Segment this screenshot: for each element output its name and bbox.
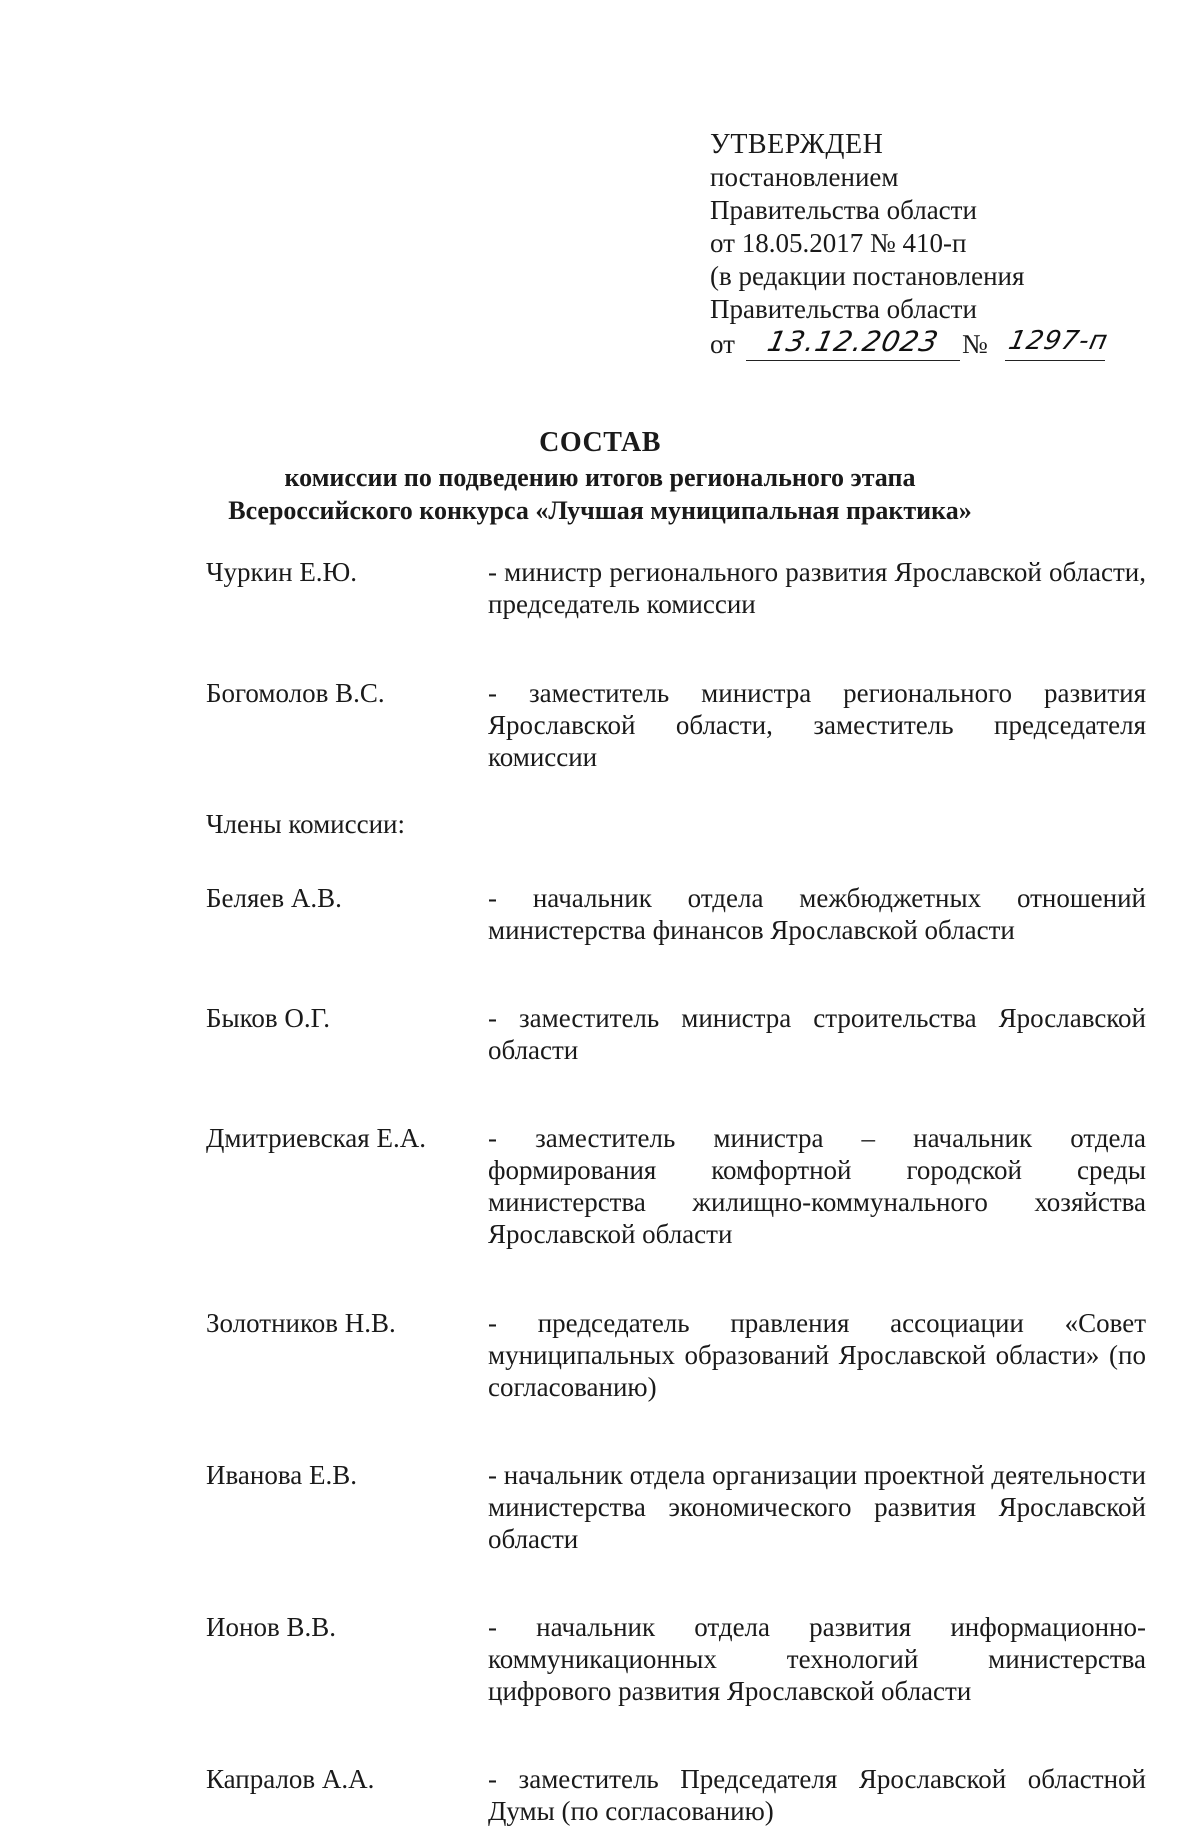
member-name: Иванова Е.В.	[206, 1460, 357, 1490]
handwritten-number: 1297-п	[1005, 326, 1111, 356]
member-role: - заместитель Председателя Ярославской областной Думы (по согласованию)	[488, 1764, 1146, 1826]
member-name: Чуркин Е.Ю.	[206, 557, 358, 587]
member-name: Беляев А.В.	[206, 883, 342, 913]
date-prefix: от	[710, 329, 735, 359]
member-name: Золотников Н.В.	[206, 1308, 396, 1338]
member-row	[206, 1459, 1146, 1555]
document-heading	[0, 425, 1200, 527]
document-subtitle: комиссии по подведению итогов регионального этапа	[284, 463, 916, 492]
document-title: СОСТАВ	[539, 427, 661, 458]
members-label: Члены комиссии:	[206, 809, 405, 839]
document-subtitle: Всероссийского конкурса «Лучшая муниципальная практика»	[228, 496, 972, 525]
approval-line: Правительства области	[710, 195, 977, 225]
member-role: - министр регионального развития Ярославской области, председатель комиссии	[488, 557, 1146, 619]
approval-line: от 18.05.2017 № 410-п	[710, 228, 967, 258]
member-row	[206, 1763, 1146, 1827]
handwritten-date: 13.12.2023	[764, 325, 942, 358]
member-role: - председатель правления ассоциации «Совет муниципальных образований Ярославской области» (по согласованию)	[488, 1308, 1146, 1402]
member-row	[206, 1611, 1146, 1707]
member-role: - начальник отдела межбюджетных отношений министерства финансов Ярославской области	[488, 883, 1146, 945]
member-name: Быков О.Г.	[206, 1003, 330, 1033]
member-role: - заместитель министра – начальник отдела формирования комфортной городской среды министерства жилищно-коммунального хозяйства Ярославской области	[488, 1123, 1146, 1249]
number-prefix: №	[962, 329, 988, 359]
approval-line: Правительства области	[710, 294, 977, 324]
member-name: Капралов А.А.	[206, 1764, 375, 1794]
approval-line: постановлением	[710, 162, 899, 192]
member-role: - начальник отдела организации проектной деятельности министерства экономического развития Ярославской области	[488, 1460, 1146, 1554]
member-role: - начальник отдела развития информационно-коммуникационных технологий министерства цифрового развития Ярославской области	[488, 1612, 1146, 1706]
date-field	[746, 326, 960, 361]
approval-date-number-line	[710, 326, 1130, 366]
commission-list	[206, 556, 1146, 1827]
member-row	[206, 1002, 1146, 1066]
member-row	[206, 1307, 1146, 1403]
member-name: Ионов В.В.	[206, 1612, 336, 1642]
member-role: - заместитель министра строительства Ярославской области	[488, 1003, 1146, 1065]
member-row	[206, 882, 1146, 946]
member-name: Богомолов В.С.	[206, 678, 385, 708]
member-name: Дмитриевская Е.А.	[206, 1123, 426, 1153]
number-field	[1005, 326, 1111, 361]
chair-row	[206, 556, 1146, 620]
approval-line: (в редакции постановления	[710, 261, 1025, 291]
member-role: - заместитель министра регионального развития Ярославской области, заместитель председателя комиссии	[488, 678, 1146, 772]
vice-chair-row	[206, 677, 1146, 773]
member-row	[206, 1122, 1146, 1250]
approval-stamp-text: УТВЕРЖДЕН	[710, 129, 884, 160]
approval-block	[710, 128, 1130, 366]
